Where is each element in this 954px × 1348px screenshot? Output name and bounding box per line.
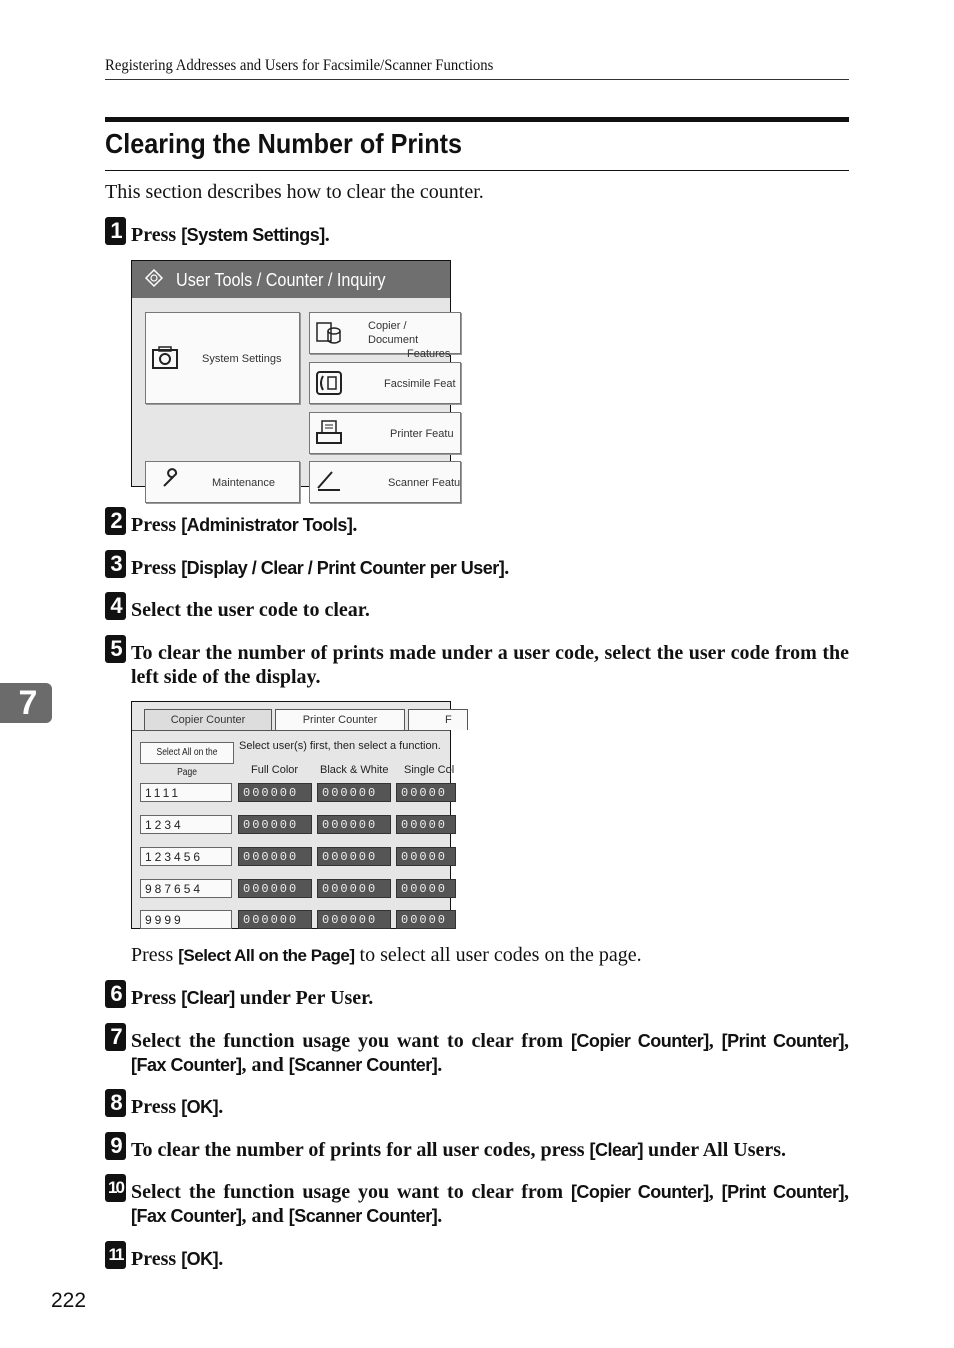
page-number: 222 (51, 1289, 87, 1312)
copier-document-features-button[interactable] (309, 312, 461, 360)
system-settings-icon (150, 345, 180, 371)
scanner-label: Scanner Featu (388, 477, 461, 489)
step-number: 6 (105, 980, 126, 1008)
step-number: 2 (105, 507, 126, 535)
counter-value: 000000 (317, 879, 391, 898)
copier-label-line2: Features (407, 348, 451, 360)
facsimile-features-button[interactable] (309, 362, 461, 404)
copier-label-line1: Copier / Document (368, 320, 419, 346)
screen-title: User Tools / Counter / Inquiry (176, 270, 386, 290)
step-2: Press [Administrator Tools]. (131, 514, 358, 536)
select-all-on-page-button[interactable] (140, 742, 234, 778)
step-10: Select the function usage you want to clear from [Copier Counter], [Print Counter],[Fax Counter], and [Scanner Counter]. (131, 1181, 849, 1227)
step-number: 9 (105, 1132, 126, 1160)
tab-copier-counter[interactable]: Copier Counter (144, 709, 272, 731)
user-code-button[interactable]: 1111 (140, 783, 232, 802)
step-7: Select the function usage you want to clear from [Copier Counter], [Print Counter],[Fax Counter], and [Scanner Counter]. (131, 1030, 849, 1076)
tab-underline (132, 730, 450, 731)
maintenance-label: Maintenance (212, 477, 275, 489)
step-number: 5 (105, 635, 126, 663)
user-code-button[interactable]: 9999 (140, 910, 232, 929)
counter-per-user-screenshot (131, 701, 455, 929)
system-settings-label: System Settings (202, 353, 282, 365)
select-all-label: Select All on the Page (156, 747, 218, 778)
step-number: 4 (105, 592, 126, 620)
maintenance-button[interactable] (145, 461, 300, 503)
step-number: 3 (105, 550, 126, 578)
printer-icon (314, 419, 344, 447)
title-rule-top (105, 117, 849, 122)
counter-value: 000000 (238, 815, 312, 834)
column-header-full-color: Full Color (251, 764, 299, 776)
running-header: Registering Addresses and Users for Facsimile/Scanner Functions (105, 57, 494, 74)
counter-value: 000000 (238, 783, 312, 802)
user-code-button[interactable]: 123456 (140, 847, 232, 866)
counter-value: 000000 (317, 815, 391, 834)
tab-printer-counter[interactable]: Printer Counter (275, 709, 405, 731)
step-11: Press [OK]. (131, 1248, 224, 1270)
step-number: 8 (105, 1089, 126, 1117)
system-settings-button[interactable] (145, 312, 300, 404)
scanner-features-button[interactable] (309, 461, 461, 503)
user-code-button[interactable]: 987654 (140, 879, 232, 898)
instruction-text: Select user(s) first, then select a function. (239, 740, 441, 752)
counter-value: 000000 (238, 847, 312, 866)
step-9: To clear the number of prints for all user codes, press [Clear] under All Users. (131, 1139, 787, 1161)
tab-fax-counter[interactable]: F (408, 709, 468, 730)
copier-icon (314, 319, 342, 347)
user-code-button[interactable]: 1234 (140, 815, 232, 834)
step-5: To clear the number of prints made under a user code, select the user code from the left side of the display. (131, 642, 849, 688)
counter-value: 000000 (317, 783, 391, 802)
step-8: Press [OK]. (131, 1096, 224, 1118)
counter-value: 000000 (317, 847, 391, 866)
step-4: Select the user code to clear. (131, 599, 370, 621)
counter-value: 000000 (238, 910, 312, 929)
counter-value: 00000 (396, 910, 456, 929)
note-text: Press [Select All on the Page] to select all user codes on the page. (131, 944, 642, 966)
chapter-tab: 7 (0, 683, 52, 723)
column-header-single-color: Single Col (404, 764, 455, 776)
user-tools-icon (145, 269, 163, 287)
step-number: 11 (105, 1241, 126, 1269)
printer-label: Printer Featu (390, 428, 454, 440)
counter-value: 000000 (238, 879, 312, 898)
step-number: 7 (105, 1023, 126, 1051)
user-tools-screenshot (131, 260, 461, 489)
facsimile-label: Facsimile Feat (384, 378, 456, 390)
step-3: Press [Display / Clear / Print Counter per User]. (131, 557, 510, 579)
wrench-icon (160, 468, 182, 490)
facsimile-icon (314, 370, 344, 396)
step-6: Press [Clear] under Per User. (131, 987, 374, 1009)
column-header-black-white: Black & White (320, 764, 389, 776)
counter-value: 000000 (317, 910, 391, 929)
scanner-icon (314, 466, 344, 494)
counter-value: 00000 (396, 783, 456, 802)
page-title: Clearing the Number of Prints (105, 128, 463, 159)
counter-value: 00000 (396, 815, 456, 834)
counter-value: 00000 (396, 847, 456, 866)
step-1: Press [System Settings]. (131, 224, 330, 246)
step-number: 10 (105, 1174, 126, 1202)
step-number: 1 (105, 217, 126, 245)
intro-text: This section describes how to clear the counter. (105, 181, 484, 203)
counter-value: 00000 (396, 879, 456, 898)
header-rule (105, 79, 849, 80)
title-rule-bottom (105, 170, 849, 171)
printer-features-button[interactable] (309, 412, 461, 454)
